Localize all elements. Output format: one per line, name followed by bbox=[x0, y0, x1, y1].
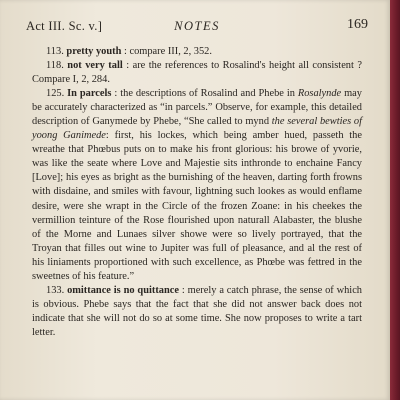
note-lemma: omittance is no quittance bbox=[67, 284, 179, 296]
note-133 bbox=[32, 284, 362, 340]
note-number: 125. bbox=[46, 88, 65, 100]
header-act-scene: Act III. Sc. v.] bbox=[26, 19, 103, 33]
running-header bbox=[26, 17, 368, 39]
note-113 bbox=[32, 45, 362, 59]
note-text: : the descriptions of Rosalind and Phebe in bbox=[114, 88, 298, 100]
note-text: : are the references to Rosalind's height all consistent ? Compare I, 2, 284. bbox=[32, 60, 362, 86]
note-text: : first, his lockes, which being amber hued, passeth the wreathe that Phœbus puts on to make his front glorious: his browe of yvorie, was like the seate where Love and Majestie sits inthronde to enchaine Fancy [Love]; his eyes as bright as the burnishing of the heaven, darting forth frowns with disdaine, and smiles with favour, lightning such lookes as would enflame desire, were she wrapt in the Circle of the frozen Zoane: in his cheekes the vermillion teinture of the Rose flourished upon naturall Alabaster, the blushe of the Morne and Lunaes silver showe were so lively portrayed, that the Troyan that filles out wine to Jupiter was full of pleasance, and al the rest of his liniaments proportioned with such excellence, as Phœbe was fettred in the sweetnes of his feature.” bbox=[32, 130, 362, 282]
note-text: : merely a catch phrase, the sense of which is obvious. Phebe says that the fact that she did not answer back does not indicate that she will not do so at some time. She now proposes to write a tart letter. bbox=[32, 284, 362, 338]
note-lemma: pretty youth bbox=[66, 46, 122, 57]
note-lemma: In parcels bbox=[67, 88, 112, 100]
note-number: 133. bbox=[46, 284, 65, 296]
header-title: NOTES bbox=[174, 19, 220, 33]
note-number: 118. bbox=[46, 60, 64, 72]
note-italic-quote: the several bewties of yoong Ganimede bbox=[32, 116, 362, 142]
page-number: 169 bbox=[347, 17, 368, 32]
notes-body bbox=[32, 45, 362, 340]
note-118 bbox=[32, 59, 362, 87]
note-italic-title: Rosalynde bbox=[297, 88, 342, 100]
note-125 bbox=[32, 87, 362, 284]
note-text: may be accurately characterized as “in parcels.” Observe, for example, this detailed description of Ganymede by Phebe, “She called to mynd bbox=[32, 88, 362, 128]
note-number: 113. bbox=[46, 46, 64, 57]
note-text: : compare III, 2, 352. bbox=[123, 46, 212, 57]
note-lemma: not very tall bbox=[67, 60, 123, 72]
book-binding-edge bbox=[390, 0, 400, 400]
